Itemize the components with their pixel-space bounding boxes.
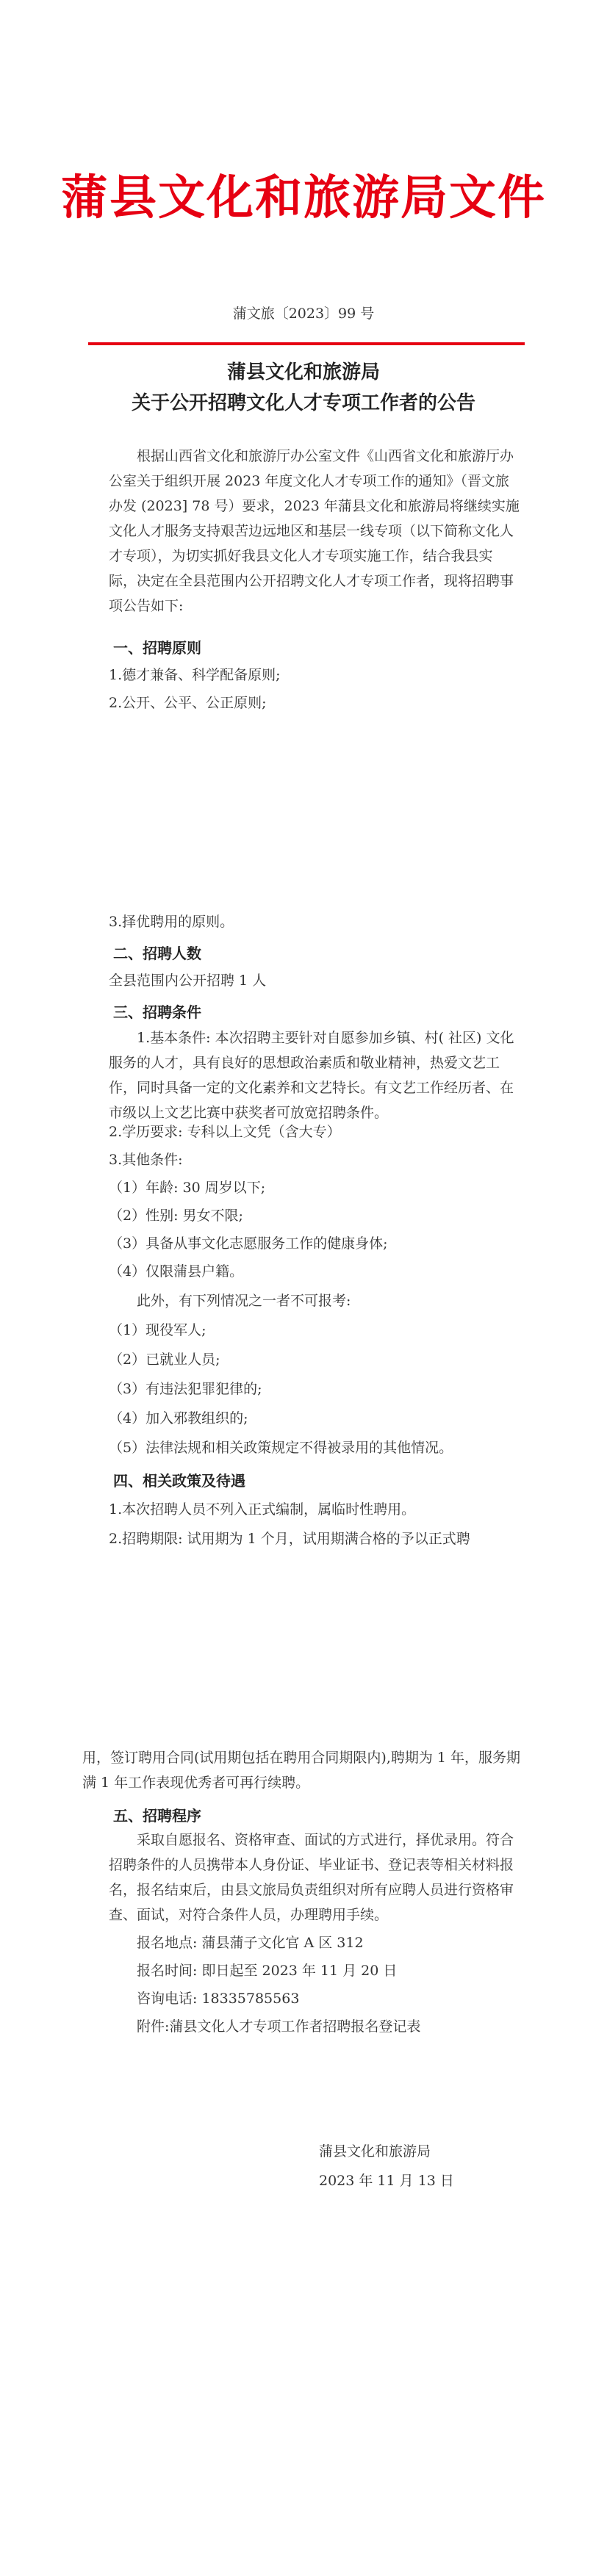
exclusion-3: （3）有违法犯罪犯律的; — [109, 1381, 262, 1397]
policy-item-1: 1.本次招聘人员不列入正式编制，属临时性聘用。 — [109, 1501, 416, 1518]
policy-item-2-continued: 用，签订聘用合同(试用期包括在聘用合同期限内),聘期为 1 年，服务期满 1 年工作表现优秀者可再行续聘。 — [82, 1750, 521, 1791]
condition-health: （3）具备从事文化志愿服务工作的健康身体; — [109, 1235, 388, 1252]
basic-conditions: 1.基本条件: 本次招聘主要针对自愿参加乡镇、村( 社区) 文化服务的人才，具有良好的思想政治素质和敬业精神，热爱文艺工作，同时具备一定的文化素养和文艺特长。有文艺工作经历者、在市级以上文艺比赛中获奖者可放宽招聘条件。 — [109, 1030, 514, 1121]
notice-title-line1: 蒲县文化和旅游局 — [226, 361, 380, 383]
contact-phone: 咨询电话: 18335785563 — [137, 1991, 300, 2007]
procedure-paragraph: 采取自愿报名、资格审查、面试的方式进行，择优录用。符合招聘条件的人员携带本人身份证、毕业证书、登记表等相关材料报名，报名结束后，由县文旅局负责组织对所有应聘人员进行资格审查、面试，对符合条件人员，办理聘用手续。 — [109, 1832, 514, 1923]
exclusion-4: （4）加入邪教组织的; — [109, 1410, 248, 1426]
header-divider — [88, 342, 525, 345]
policy-item-2: 2.招聘期限: 试用期为 1 个月，试用期满合格的予以正式聘 — [109, 1531, 470, 1547]
condition-age: （1）年龄: 30 周岁以下; — [109, 1180, 266, 1196]
condition-residence: （4）仅限蒲县户籍。 — [109, 1263, 244, 1280]
recruit-count: 全县范围内公开招聘 1 人 — [109, 973, 267, 989]
exclusion-2: （2）已就业人员; — [109, 1352, 220, 1368]
principle-item-2: 2.公开、公平、公正原则; — [109, 695, 267, 711]
signature-org: 蒲县文化和旅游局 — [319, 2143, 431, 2160]
exclusion-5: （5）法律法规和相关政策规定不得被录用的其他情况。 — [109, 1440, 453, 1456]
section3-heading: 三、招聘条件 — [113, 1003, 201, 1021]
attachment-note: 附件:蒲县文化人才专项工作者招聘报名登记表 — [137, 2018, 421, 2035]
notice-title-line2: 关于公开招聘文化人才专项工作者的公告 — [131, 392, 475, 414]
registration-time: 报名时间: 即日起至 2023 年 11 月 20 日 — [137, 1963, 398, 1979]
principle-item-3: 3.择优聘用的原则。 — [109, 914, 234, 930]
condition-gender: （2）性别: 男女不限; — [109, 1208, 243, 1224]
document-number: 蒲文旅〔2023〕99 号 — [232, 306, 375, 322]
exclusion-lead: 此外，有下列情况之一者不可报考: — [137, 1293, 351, 1309]
section5-heading: 五、招聘程序 — [113, 1807, 201, 1825]
document-header-title: 蒲县文化和旅游局文件 — [61, 171, 546, 226]
education-requirement: 2.学历要求: 专科以上文凭（含大专） — [109, 1124, 341, 1140]
section1-heading: 一、招聘原则 — [113, 639, 201, 657]
other-conditions-label: 3.其他条件: — [109, 1152, 183, 1168]
section2-heading: 二、招聘人数 — [113, 945, 201, 962]
principle-item-1: 1.德才兼备、科学配备原则; — [109, 667, 281, 683]
section4-heading: 四、相关政策及待遇 — [113, 1472, 245, 1490]
signature-date: 2023 年 11 月 13 日 — [319, 2173, 454, 2189]
exclusion-1: （1）现役军人; — [109, 1322, 206, 1338]
registration-location: 报名地点: 蒲县蒲子文化官 A 区 312 — [137, 1935, 364, 1951]
intro-paragraph: 根据山西省文化和旅游厅办公室文件《山西省文化和旅游厅办公室关于组织开展 2023 年度文化人才专项工作的通知》（晋文旅办发 (2023] 78 号）要求，2023 年蒲县文化和旅游局将继续实施文化人才服务支持艰苦边远地区和基层一线专项（以下简称文化人才专项），为切实抓好我县文化人才专项实施工作，结合我县实际，决定在全县范围内公开招聘文化人才专项工作者，现将招聘事项公告如下: — [109, 448, 520, 614]
